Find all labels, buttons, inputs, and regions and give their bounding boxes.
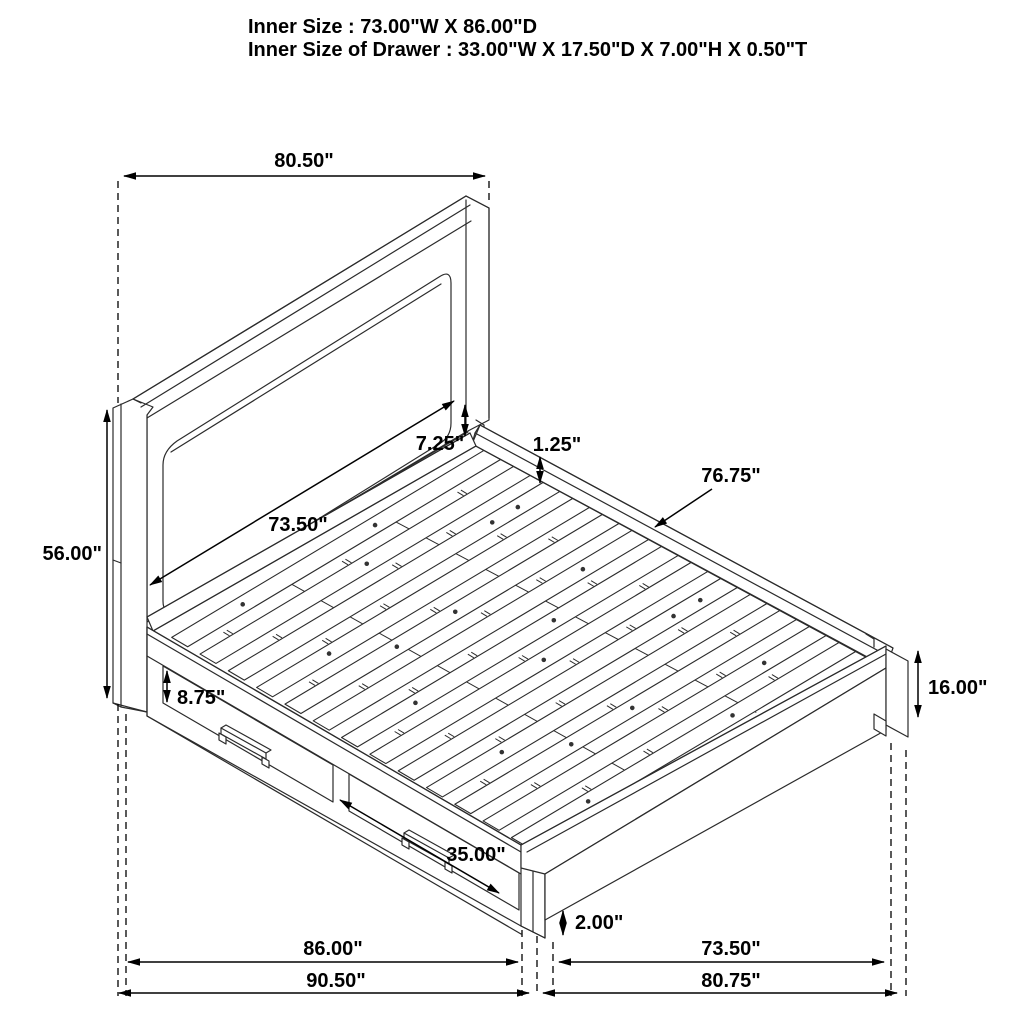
screw-dot — [395, 644, 400, 649]
screw-dot — [373, 523, 378, 528]
slat-clip — [398, 730, 404, 734]
slat-clip — [345, 559, 351, 563]
dim-overall-length-label: 90.50" — [306, 970, 366, 992]
slat-clip — [342, 561, 348, 565]
dim-footboard-height-label: 16.00" — [928, 677, 988, 699]
slat-clip — [662, 707, 668, 711]
screw-dot — [413, 701, 418, 706]
slat-clip — [552, 537, 558, 541]
slat-clip — [396, 563, 402, 567]
slat-clip — [643, 751, 649, 755]
slat-clip — [647, 749, 653, 753]
slat-clip — [630, 625, 636, 629]
slat-clip — [536, 580, 542, 584]
slat-clip — [468, 654, 474, 658]
screw-dot — [453, 610, 458, 615]
dim-drawer-width-label: 35.00" — [446, 844, 506, 866]
slat-clip — [412, 687, 418, 691]
dim-headboard-height-label: 56.00" — [42, 543, 102, 565]
slat-clip — [409, 689, 415, 693]
slat-clip — [769, 677, 775, 681]
dim-slat-length-leader — [655, 489, 712, 527]
slat-clip — [223, 632, 229, 636]
slat-clip — [730, 632, 736, 636]
title-line-2: Inner Size of Drawer : 33.00"W X 17.50"D X 7.00"H X 0.50"T — [248, 39, 808, 61]
dim-slat-thickness-label: 1.25" — [532, 434, 582, 456]
slat-clip — [434, 607, 440, 611]
slat-clip — [276, 634, 282, 638]
slat-clip — [716, 674, 722, 678]
screw-dot — [730, 713, 735, 718]
screw-dot — [541, 658, 546, 663]
slat-clip — [556, 703, 562, 707]
dim-drawer-height-label: 8.75" — [177, 687, 226, 709]
slat-clip — [273, 636, 279, 640]
slat-clip — [395, 732, 401, 736]
screw-dot — [630, 706, 635, 711]
screw-dot — [240, 602, 245, 607]
screw-dot — [364, 561, 369, 566]
slat-clip — [734, 630, 740, 634]
slat-clip — [658, 709, 664, 713]
dim-footboard-inner-label: 73.50" — [701, 938, 761, 960]
slat-clip — [446, 532, 452, 536]
slat-clip — [531, 785, 537, 789]
slat-clip — [610, 704, 616, 708]
slat-clip — [534, 783, 540, 787]
dim-headboard-width-label: 80.50" — [274, 150, 334, 172]
slat-clip — [559, 701, 565, 705]
slat-clip — [582, 788, 588, 792]
dim-panel-width-label: 73.50" — [268, 514, 328, 536]
slat-clip — [720, 672, 726, 676]
screw-dot — [552, 618, 557, 623]
slat-clip — [772, 675, 778, 679]
screw-dot — [581, 567, 586, 572]
screw-dot — [762, 661, 767, 666]
slat-clip — [573, 659, 579, 663]
slat-clip — [501, 534, 507, 538]
slat-clip — [643, 583, 649, 587]
slat-clip — [380, 606, 386, 610]
slat-clip — [681, 628, 687, 632]
slat-clip — [448, 733, 454, 737]
slat-clip — [471, 652, 477, 656]
dim-overall-width-label: 80.75" — [701, 970, 761, 992]
dim-panel-gap-label: 7.25" — [415, 433, 465, 455]
slat-clip — [678, 630, 684, 634]
screw-dot — [569, 742, 574, 747]
screw-dot — [327, 651, 332, 656]
dim-slat-length-label: 76.75" — [701, 465, 761, 487]
slat-clip — [588, 583, 594, 587]
slat-clip — [392, 565, 398, 569]
slat-clip — [495, 739, 501, 743]
slat-clip — [497, 536, 503, 540]
slat-clip — [585, 786, 591, 790]
slat-clip — [519, 658, 525, 662]
slat-clip — [359, 686, 365, 690]
screw-dot — [586, 799, 591, 804]
slat-clip — [457, 492, 463, 496]
screw-dot — [698, 598, 703, 603]
title-line-1: Inner Size : 73.00"W X 86.00"D — [248, 16, 538, 38]
screw-dot — [671, 614, 676, 619]
slat-clip — [461, 490, 467, 494]
slat-clip — [639, 585, 645, 589]
slat-clip — [570, 661, 576, 665]
slat-clip — [326, 638, 332, 642]
slat-clip — [362, 684, 368, 688]
slat-clip — [522, 656, 528, 660]
slat-clip — [548, 539, 554, 543]
dim-clearance-label: 2.00" — [575, 912, 624, 934]
slat-clip — [450, 530, 456, 534]
slat-clip — [626, 627, 632, 631]
slat-clip — [499, 737, 505, 741]
slat-clip — [430, 609, 436, 613]
slat-clip — [445, 735, 451, 739]
screw-dot — [499, 750, 504, 755]
slat-clip — [591, 581, 597, 585]
dim-siderail-length-label: 86.00" — [303, 938, 363, 960]
slat-clip — [480, 781, 486, 785]
screw-dot — [516, 505, 521, 510]
slat-clip — [322, 640, 328, 644]
slat-clip — [227, 630, 233, 634]
slat-clip — [309, 682, 315, 686]
slat-clip — [484, 611, 490, 615]
slat-clip — [383, 604, 389, 608]
slat-clip — [607, 706, 613, 710]
slat-clip — [312, 680, 318, 684]
screw-dot — [490, 520, 495, 525]
slat-clip — [484, 779, 490, 783]
slat-clip — [540, 578, 546, 582]
slat-clip — [481, 613, 487, 617]
